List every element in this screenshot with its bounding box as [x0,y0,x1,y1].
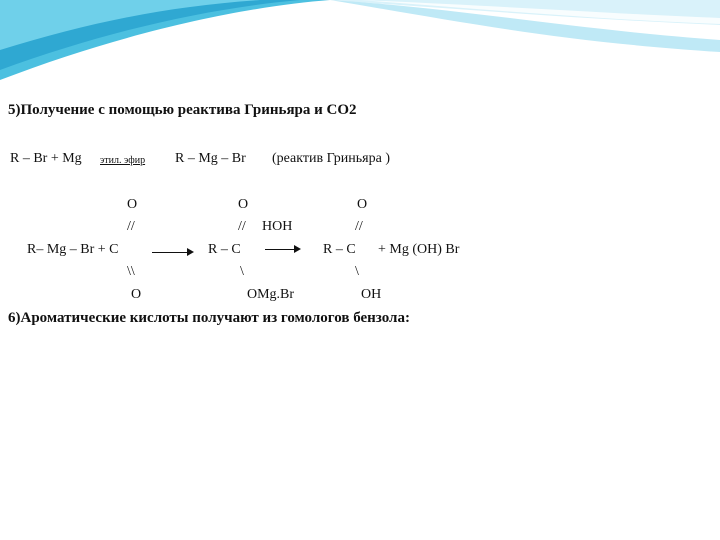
water-label: НОН [262,219,293,234]
single-bond-1: \\ [127,264,135,279]
intermediate-formula: R – C [208,242,241,257]
single-bond-3: \ [355,264,359,279]
magnesium-alkoxide: OMg.Br [247,287,295,302]
grignard-note: (реактив Гриньяра ) [272,151,390,166]
single-bond-2: \ [240,264,244,279]
grignard-reagent: R – Mg – Br [175,151,246,166]
oxygen-2: O [238,197,249,212]
heading-aromatic-acids: 6)Ароматические кислоты получают из гомологов бензола: [8,310,410,326]
decorative-wave [0,0,720,90]
reactant-formula: R– Mg – Br + C [27,242,119,257]
reaction-lhs: R – Br + Mg [10,151,82,166]
double-bond-3: // [355,219,363,234]
reaction-arrow-1 [152,252,192,253]
double-bond-1: // [127,219,135,234]
oxygen-4: O [131,287,142,302]
hydroxyl-group: OH [361,287,382,302]
double-bond-2: // [238,219,246,234]
oxygen-1: O [127,197,138,212]
oxygen-3: O [357,197,368,212]
reaction-condition: этил. эфир [100,155,146,166]
heading-grignard: 5)Получение с помощью реактива Гриньяра и СО2 [8,102,357,118]
reaction-arrow-2 [265,249,299,250]
byproduct-formula: + Mg (OH) Br [378,242,460,257]
product-formula: R – C [323,242,356,257]
